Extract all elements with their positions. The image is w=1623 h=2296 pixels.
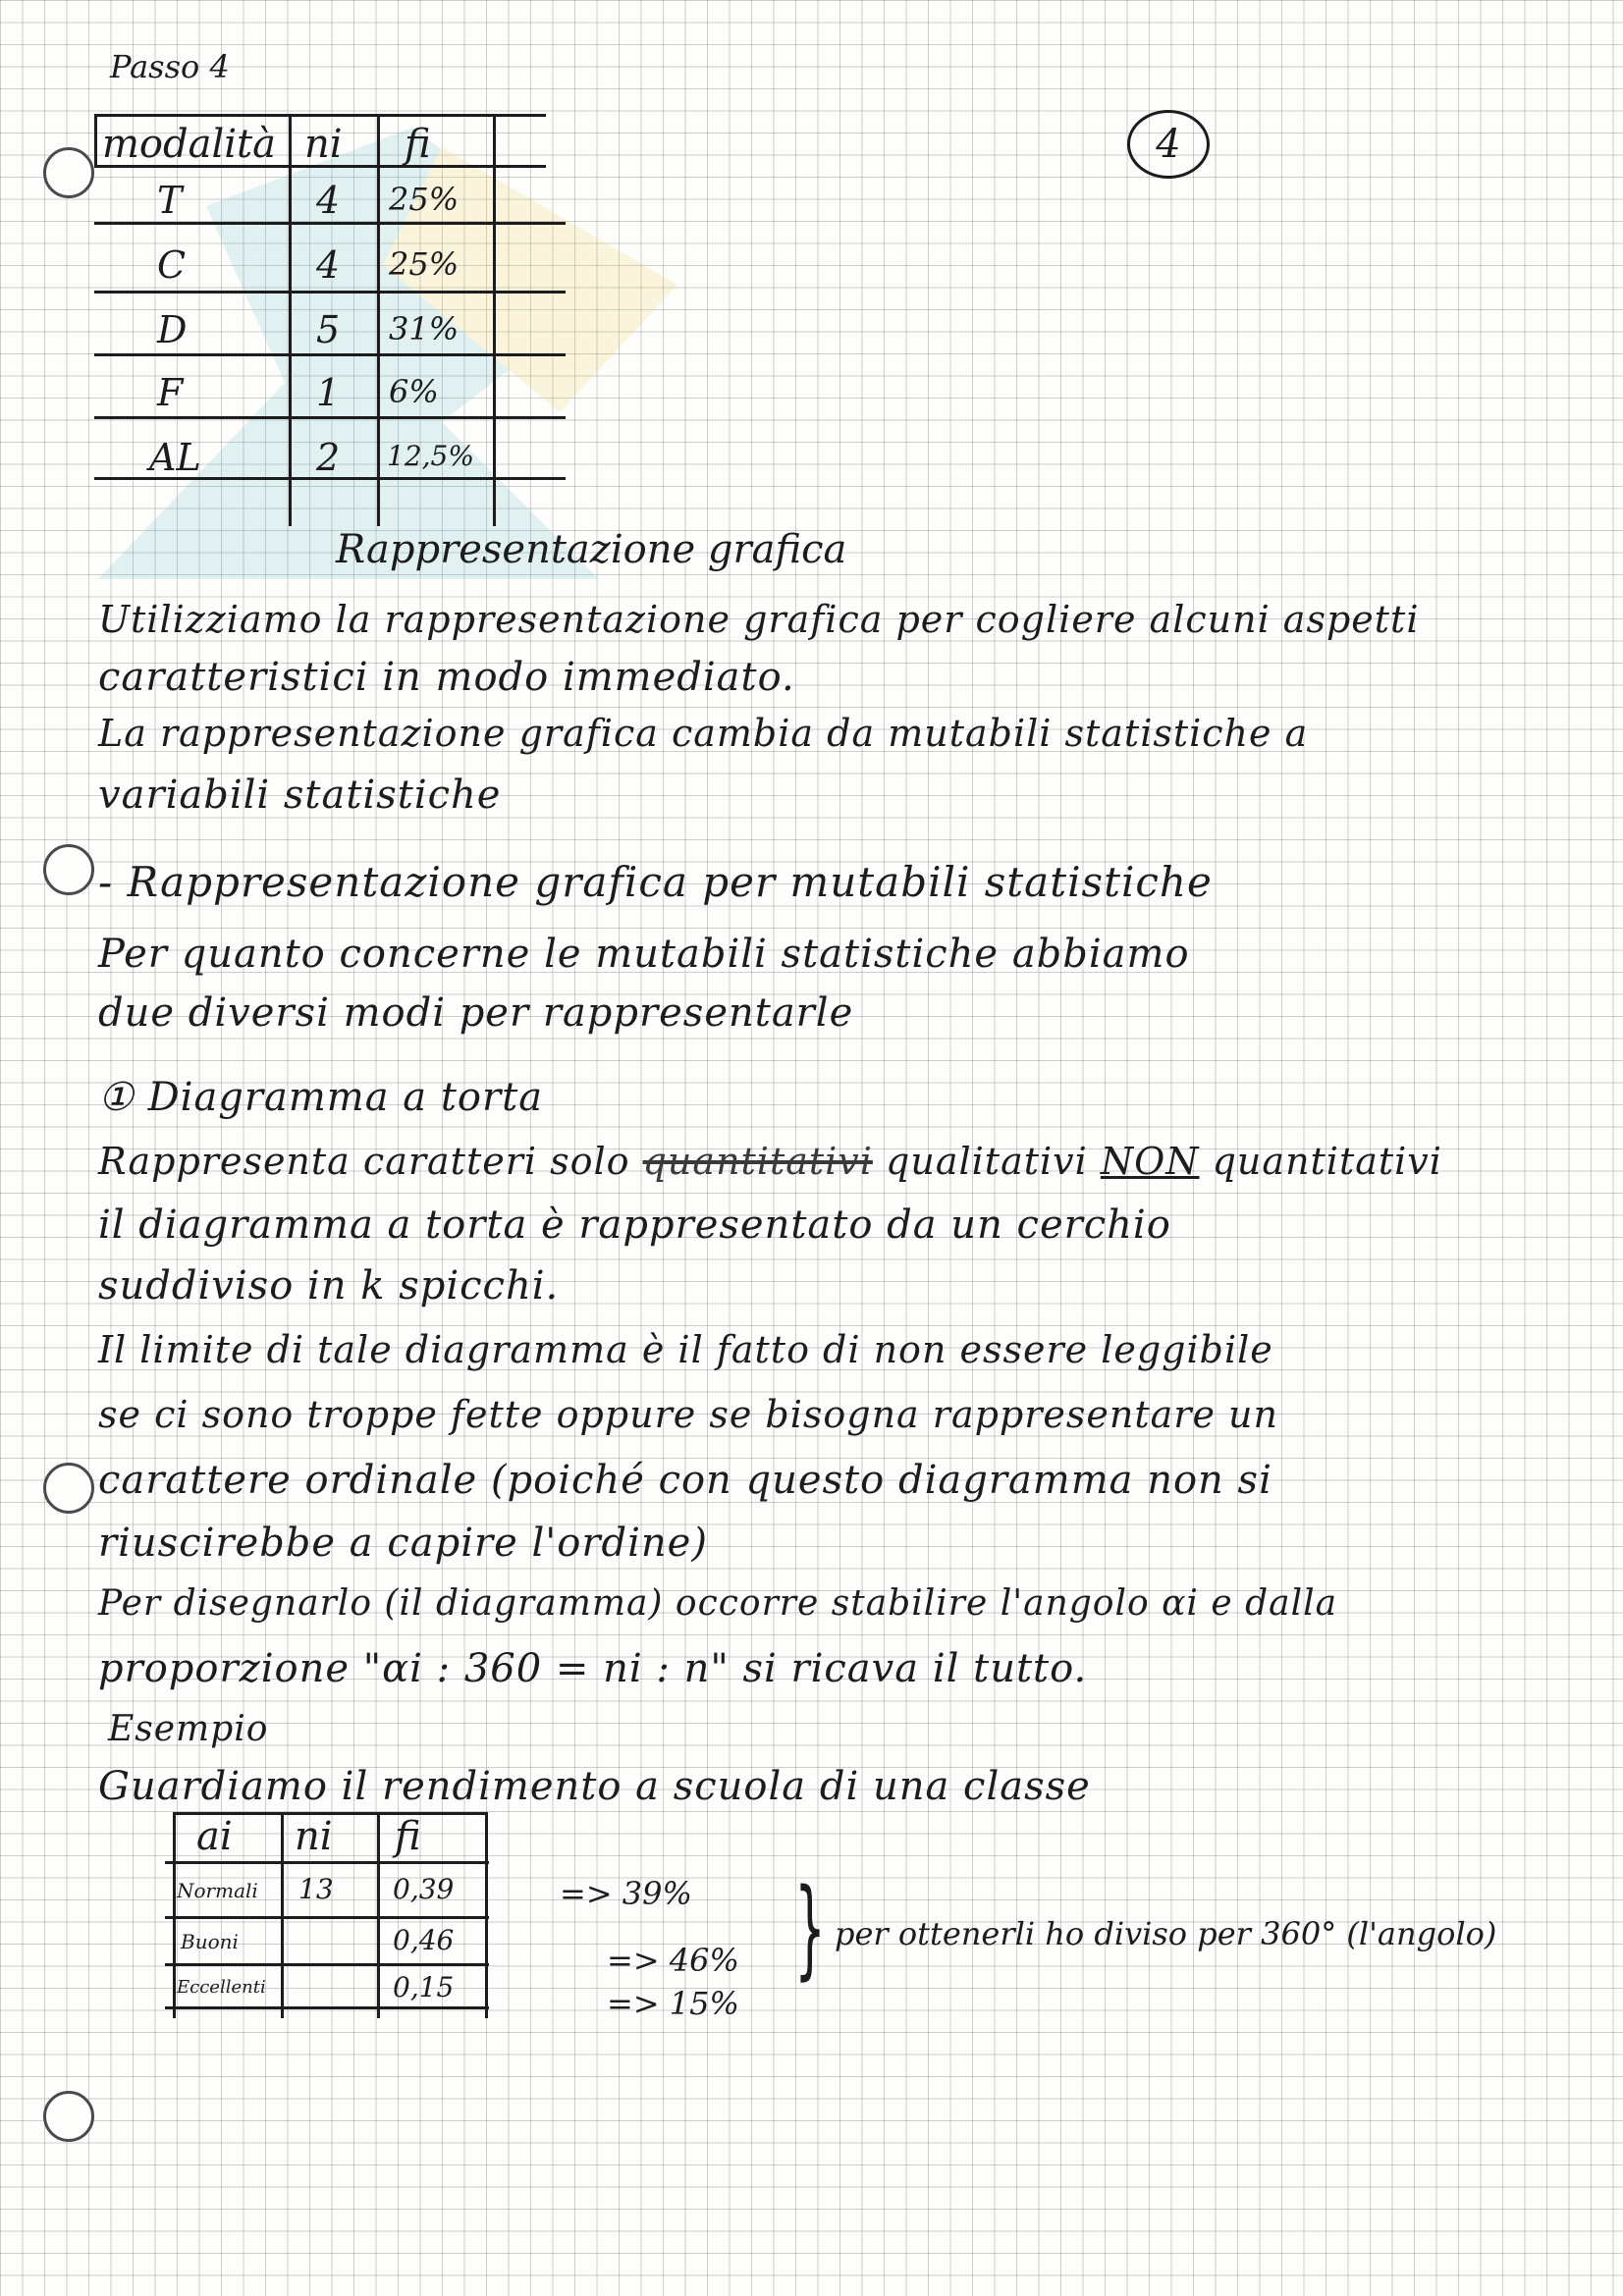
table-cell: 0,15 (393, 1971, 455, 2003)
table-cell: 31% (389, 310, 460, 347)
text-line: - Rappresentazione grafica per mutabili statistiche (98, 858, 1213, 906)
table-header: fi (395, 1814, 421, 1859)
text-line: se ci sono troppe fette oppure se bisogna rappresentare un (98, 1393, 1278, 1436)
table-cell: 2 (316, 436, 341, 479)
table-header: modalità (102, 122, 276, 167)
subheading-pie-chart: ① Diagramma a torta (98, 1075, 544, 1120)
text-line: Rappresenta caratteri solo quantitativi qualitativi NON quantitativi (98, 1140, 1442, 1183)
curly-brace-icon: } (794, 1865, 826, 1991)
table-cell: 0,46 (393, 1924, 455, 1956)
section-title: Rappresentazione grafica (336, 527, 847, 572)
text-line: variabili statistiche (98, 773, 502, 818)
text-line: due diversi modi per rappresentarle (98, 990, 854, 1036)
table-cell: 13 (298, 1873, 334, 1905)
table-cell: Normali (177, 1879, 258, 1902)
passo-label: Passo 4 (110, 48, 230, 85)
text-line: La rappresentazione grafica cambia da mutabili statistiche a (98, 712, 1309, 755)
table-cell: 4 (316, 243, 341, 287)
table-cell: 4 (316, 179, 341, 222)
table-cell: 25% (389, 181, 460, 218)
table-cell: Buoni (181, 1930, 239, 1953)
text-line: Guardiamo il rendimento a scuola di una classe (98, 1764, 1091, 1809)
binder-hole (43, 844, 94, 895)
binder-hole (43, 2091, 94, 2142)
table-cell: AL (149, 436, 201, 479)
table-cell: Eccellenti (177, 1977, 266, 1998)
table-header: ni (295, 1814, 333, 1859)
table-cell: T (157, 179, 183, 222)
text-line: suddiviso in k spicchi. (98, 1263, 560, 1308)
text-line: riuscirebbe a capire l'ordine) (98, 1521, 708, 1566)
text-line: proporzione "αi : 360 = ni : n" si ricava il tutto. (98, 1646, 1088, 1691)
table-header: ni (304, 122, 343, 167)
table-header: fi (405, 122, 431, 167)
text-line: Utilizziamo la rappresentazione grafica per cogliere alcuni aspetti (98, 598, 1420, 641)
text-line: Per quanto concerne le mutabili statistiche abbiamo (98, 932, 1190, 977)
binder-hole (43, 1463, 94, 1514)
table-cell: 5 (316, 308, 341, 351)
text-line: caratteristici in modo immediato. (98, 655, 795, 700)
binder-hole (43, 147, 94, 198)
table-cell: 1 (316, 371, 341, 414)
table-cell: 25% (389, 245, 460, 283)
table-cell: F (157, 371, 184, 414)
table-cell: C (157, 243, 187, 287)
table-header: ai (196, 1814, 233, 1859)
table-cell: 12,5% (387, 440, 474, 472)
text-line: il diagramma a torta è rappresentato da un cerchio (98, 1202, 1171, 1248)
text-line: Il limite di tale diagramma è il fatto di non essere leggibile (98, 1328, 1273, 1371)
text-line: carattere ordinale (poiché con questo diagramma non si (98, 1458, 1272, 1503)
percent-value: => 46% (607, 1942, 739, 1979)
table-cell: 0,39 (393, 1873, 455, 1905)
percent-value: => 39% (560, 1875, 692, 1912)
table-cell: 6% (389, 373, 439, 410)
table-cell: D (157, 308, 188, 351)
page-number: 4 (1127, 110, 1210, 179)
table-note: per ottenerli ho diviso per 360° (l'angolo) (835, 1915, 1497, 1952)
text-line: Esempio (108, 1709, 269, 1749)
percent-value: => 15% (607, 1985, 739, 2022)
text-line: Per disegnarlo (il diagramma) occorre stabilire l'angolo αi e dalla (98, 1583, 1338, 1624)
